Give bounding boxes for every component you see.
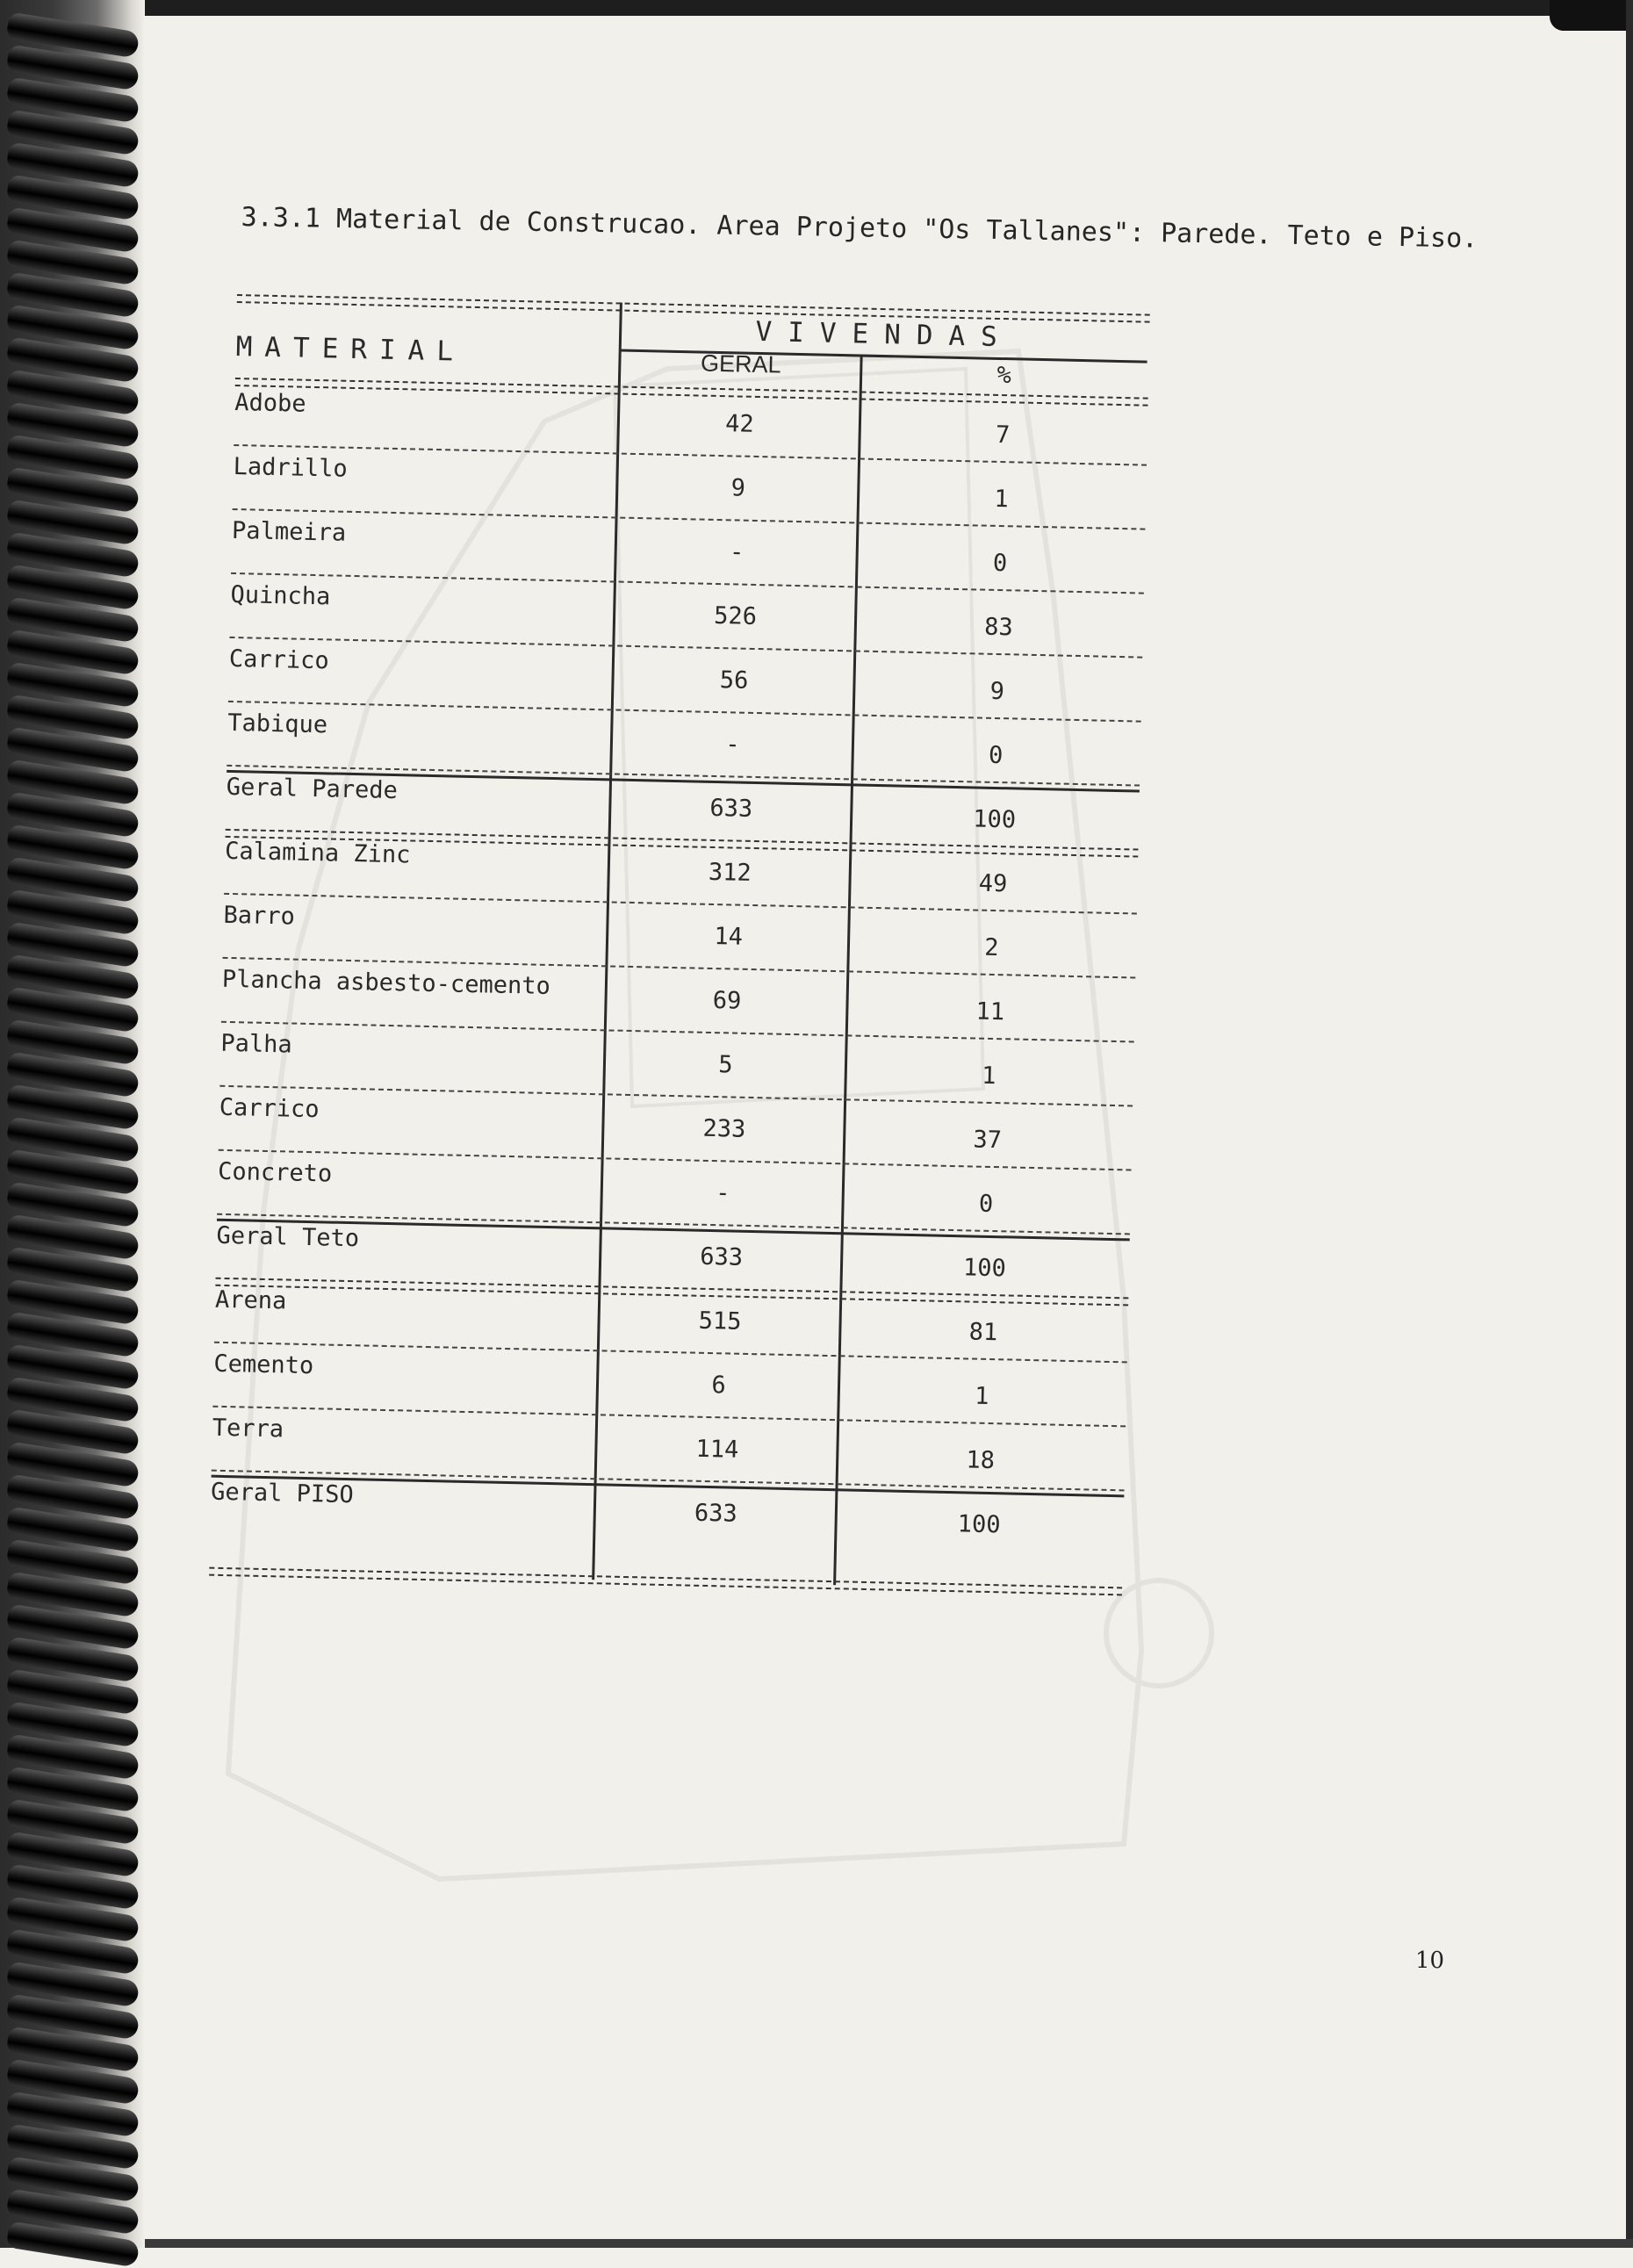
material-cell: Terra	[212, 1414, 284, 1444]
geral-cell: -	[724, 731, 740, 759]
page-top-shadow	[0, 0, 1633, 16]
material-cell: Quincha	[230, 580, 331, 611]
page-corner-shadow	[1550, 0, 1633, 31]
percent-cell: 18	[966, 1446, 996, 1475]
geral-cell: 6	[711, 1372, 726, 1400]
material-cell: Geral Teto	[216, 1221, 360, 1253]
geral-cell: 526	[713, 601, 758, 630]
geral-cell: 633	[699, 1242, 744, 1271]
material-cell: Ladrillo	[233, 452, 349, 483]
percent-cell: 100	[972, 805, 1017, 834]
material-cell: Concreto	[217, 1157, 333, 1188]
percent-cell: 0	[992, 549, 1008, 578]
percent-cell: 11	[975, 997, 1005, 1026]
header-percent: %	[996, 361, 1012, 390]
header-vivendas: VIVENDAS	[755, 315, 1014, 354]
geral-cell: 515	[698, 1307, 742, 1336]
materials-table	[209, 294, 1149, 1591]
header-material: MATERIAL	[235, 330, 466, 368]
material-cell: Palha	[220, 1029, 292, 1059]
material-cell: Tabique	[227, 709, 328, 739]
material-cell: Barro	[223, 901, 296, 931]
geral-cell: 69	[712, 987, 742, 1015]
geral-cell: 9	[730, 474, 746, 502]
percent-cell: 1	[974, 1382, 989, 1410]
page-number: 10	[1415, 1948, 1445, 1974]
percent-cell: 83	[983, 613, 1014, 642]
material-cell: Geral PISO	[210, 1478, 355, 1509]
percent-cell: 100	[962, 1254, 1007, 1283]
geral-cell: 114	[695, 1435, 739, 1464]
percent-cell: 1	[994, 485, 1010, 514]
geral-cell: 312	[708, 858, 752, 887]
geral-cell: 5	[718, 1051, 733, 1079]
geral-cell: 56	[719, 666, 749, 695]
material-cell: Calamina Zinc	[224, 837, 411, 869]
header-geral: GERAL	[700, 349, 781, 378]
percent-cell: 1	[981, 1062, 996, 1091]
spiral-binding	[0, 0, 145, 2248]
percent-cell: 100	[957, 1510, 1001, 1539]
geral-cell: -	[715, 1179, 730, 1207]
percent-cell: 0	[988, 741, 1004, 770]
percent-cell: 81	[968, 1318, 998, 1347]
geral-cell: 14	[714, 923, 744, 951]
table-caption: 3.3.1 Material de Construcao. Area Projeto "Os Tallanes": Parede. Teto e Piso.	[241, 202, 1478, 255]
material-cell: Cemento	[213, 1350, 314, 1380]
percent-cell: 9	[989, 677, 1005, 706]
geral-cell: 233	[702, 1114, 746, 1143]
material-cell: Plancha asbesto-cemento	[221, 965, 551, 1000]
page-right-edge	[1626, 0, 1633, 2248]
percent-cell: 7	[995, 421, 1011, 450]
page-bottom-edge	[0, 2239, 1633, 2248]
percent-cell: 49	[978, 869, 1008, 898]
percent-cell: 0	[978, 1190, 994, 1219]
material-cell: Palmeira	[231, 516, 347, 547]
material-cell: Carrico	[228, 644, 330, 675]
material-cell: Geral Parede	[226, 773, 399, 805]
percent-cell: 37	[973, 1126, 1003, 1155]
material-cell: Carrico	[219, 1093, 320, 1124]
geral-cell: 42	[724, 410, 754, 438]
geral-cell: 633	[709, 794, 753, 823]
material-cell: Adobe	[234, 388, 306, 418]
percent-cell: 2	[983, 933, 999, 962]
geral-cell: -	[729, 538, 745, 566]
material-cell: Arena	[214, 1285, 287, 1315]
geral-cell: 633	[694, 1499, 738, 1528]
